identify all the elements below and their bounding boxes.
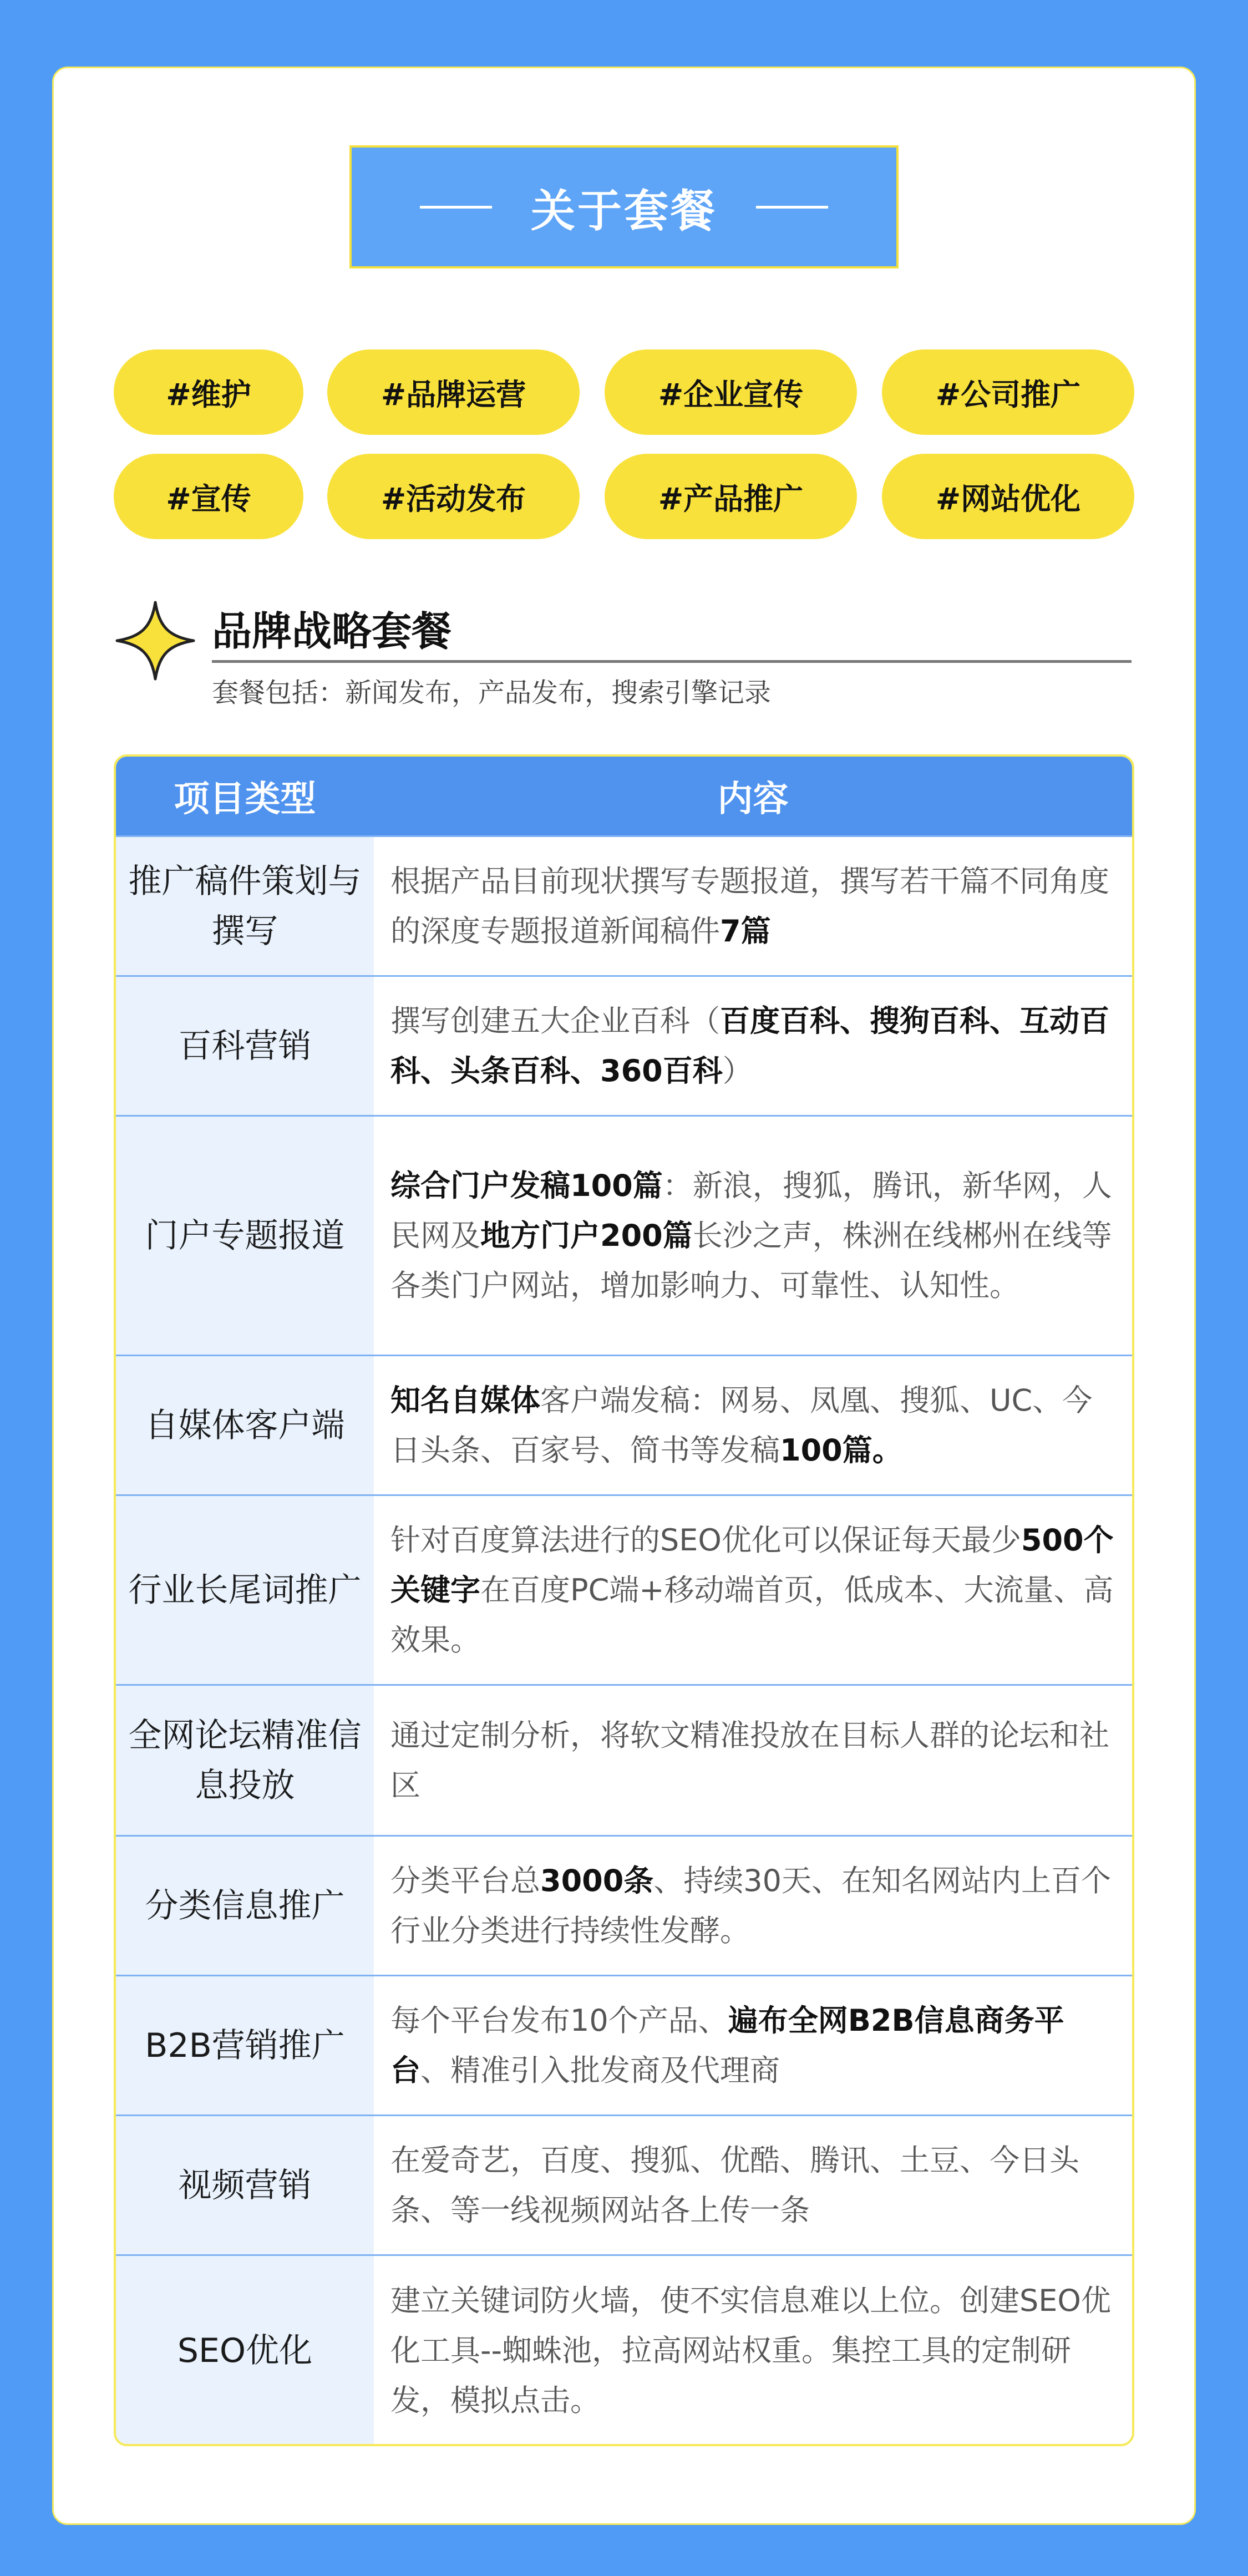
tag-item[interactable]: #宣传 bbox=[114, 454, 303, 539]
content-text: 在百度PC端+移动端首页，低成本、大流量、高效果。 bbox=[390, 1572, 1114, 1657]
tag-item[interactable]: #品牌运营 bbox=[327, 349, 580, 435]
content-text: 建立关键词防火墙，使不实信息难以上位。创建SEO优化工具--蜘蛛池，拉高网站权重。集控工具的定制研发，模拟点击。 bbox=[390, 2283, 1111, 2418]
page-title: 关于套餐 bbox=[531, 185, 717, 237]
content-text: 、持续30天、在知名网站内上百个行业分类进行持续性发酵。 bbox=[390, 1863, 1112, 1948]
content-text: ：新浪，搜狐，腾讯，新华网，人民网及 bbox=[390, 1168, 1112, 1253]
row-content-cell bbox=[374, 1356, 1132, 1494]
table-row bbox=[116, 1975, 1132, 2114]
row-content-cell bbox=[374, 1686, 1132, 1835]
row-content-cell bbox=[374, 1837, 1132, 1975]
row-content-cell bbox=[374, 837, 1132, 975]
section-divider bbox=[212, 660, 1132, 663]
package-table bbox=[114, 754, 1134, 2446]
tag-item[interactable]: #维护 bbox=[114, 349, 303, 435]
content-text: 长沙之声，株洲在线郴州在线等各类门户网站，增加影响力、可靠性、认知性。 bbox=[390, 1218, 1112, 1303]
tag-item[interactable]: #产品推广 bbox=[605, 454, 857, 539]
header-content: 内容 bbox=[717, 779, 789, 820]
table-row bbox=[116, 1684, 1132, 1835]
content-highlight: 地方门户200篇 bbox=[480, 1218, 693, 1253]
content-highlight: 知名自媒体 bbox=[390, 1382, 540, 1418]
title-banner bbox=[349, 145, 899, 268]
content-highlight: 综合门户发稿100篇 bbox=[390, 1168, 663, 1203]
row-type-cell: 推广稿件策划与撰写 bbox=[116, 837, 374, 975]
table-row bbox=[116, 835, 1132, 975]
row-content-cell bbox=[374, 2116, 1132, 2254]
content-text: 每个平台发布10个产品、 bbox=[390, 2002, 728, 2038]
table-header bbox=[116, 757, 1132, 835]
content-highlight: 500个关键字 bbox=[390, 1522, 1114, 1608]
content-text: 分类平台总 bbox=[390, 1863, 540, 1898]
row-type-cell: 全网论坛精准信息投放 bbox=[116, 1686, 374, 1835]
row-content-cell bbox=[374, 1496, 1132, 1684]
row-type-cell: 百科营销 bbox=[116, 977, 374, 1115]
tag-item[interactable]: #活动发布 bbox=[327, 454, 580, 539]
row-type-cell: 行业长尾词推广 bbox=[116, 1496, 374, 1684]
content-text: ） bbox=[722, 1053, 753, 1088]
row-type-cell: B2B营销推广 bbox=[116, 1976, 374, 2114]
tag-item[interactable]: #公司推广 bbox=[882, 349, 1134, 435]
star-icon bbox=[114, 599, 197, 682]
table-row bbox=[116, 1115, 1132, 1355]
row-content-cell bbox=[374, 2256, 1132, 2445]
content-highlight: 3000条 bbox=[540, 1863, 654, 1898]
table-row bbox=[116, 1355, 1132, 1494]
title-left-rule bbox=[420, 206, 492, 209]
content-highlight: 遍布全网B2B信息商务平台 bbox=[390, 2002, 1064, 2088]
content-text: 客户端发稿：网易、凤凰、搜狐、UC、今日头条、百家号、简书等发稿 bbox=[390, 1382, 1093, 1468]
tag-item[interactable]: #网站优化 bbox=[882, 454, 1134, 539]
tag-item[interactable]: #企业宣传 bbox=[605, 349, 857, 435]
row-content-cell bbox=[374, 1117, 1132, 1355]
row-type-cell: 视频营销 bbox=[116, 2116, 374, 2254]
title-right-rule bbox=[756, 206, 828, 209]
table-row bbox=[116, 975, 1132, 1115]
content-text: 、精准引入批发商及代理商 bbox=[420, 2052, 780, 2088]
row-type-cell: SEO优化 bbox=[116, 2256, 374, 2445]
content-text: 撰写创建五大企业百科（ bbox=[390, 1003, 720, 1038]
table-row bbox=[116, 1835, 1132, 1975]
content-highlight: 7篇 bbox=[720, 913, 771, 949]
content-text: 通过定制分析，将软文精准投放在目标人群的论坛和社区 bbox=[390, 1717, 1109, 1803]
content-text: 根据产品目前现状撰写专题报道，撰写若干篇不同角度的深度专题报道新闻稿件 bbox=[390, 863, 1109, 949]
content-text: 针对百度算法进行的SEO优化可以保证每天最少 bbox=[390, 1522, 1021, 1558]
table-row bbox=[116, 2254, 1132, 2445]
content-highlight: 百度百科、搜狗百科、互动百科、头条百科、360百科 bbox=[390, 1003, 1109, 1088]
table-row bbox=[116, 1494, 1132, 1684]
table-row bbox=[116, 2114, 1132, 2254]
row-type-cell: 门户专题报道 bbox=[116, 1117, 374, 1355]
row-content-cell bbox=[374, 1976, 1132, 2114]
section-title: 品牌战略套餐 bbox=[212, 608, 452, 655]
content-highlight: 100篇。 bbox=[780, 1432, 902, 1468]
content-text: 在爱奇艺，百度、搜狐、优酷、腾讯、土豆、今日头条、等一线视频网站各上传一条 bbox=[390, 2142, 1079, 2228]
row-type-cell: 分类信息推广 bbox=[116, 1837, 374, 1975]
row-type-cell: 自媒体客户端 bbox=[116, 1356, 374, 1494]
header-type: 项目类型 bbox=[174, 779, 316, 820]
row-content-cell bbox=[374, 977, 1132, 1115]
section-subtitle: 套餐包括：新闻发布，产品发布，搜索引擎记录 bbox=[212, 677, 772, 708]
